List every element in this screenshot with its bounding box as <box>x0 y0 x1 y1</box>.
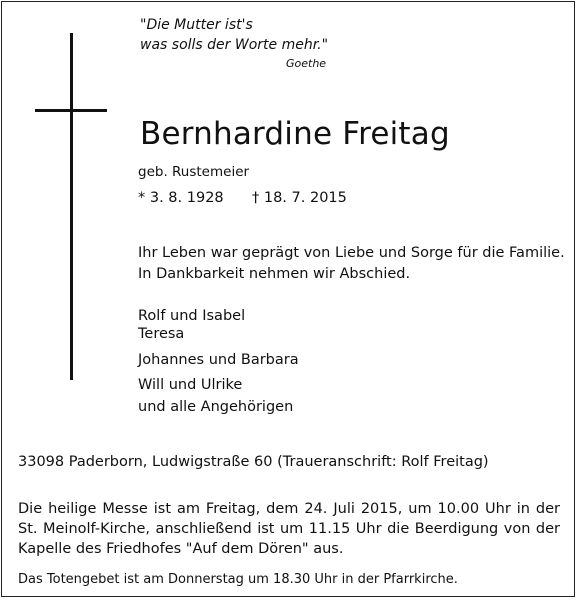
death-date: † 18. 7. 2015 <box>252 190 347 206</box>
service-line-1: Die heilige Messe ist am Freitag, dem 24. Juli 2015, um 10.00 Uhr in der <box>18 501 560 517</box>
message-line-2: In Dankbarkeit nehmen wir Abschied. <box>138 266 411 282</box>
family-member: Rolf und Isabel <box>138 308 246 324</box>
family-member: Johannes und Barbara <box>138 352 299 368</box>
family-member: und alle Angehörigen <box>138 399 294 415</box>
deceased-name: Bernhardine Freitag <box>140 116 450 152</box>
service-line-3: Kapelle des Friedhofes "Auf dem Dören" aus. <box>18 541 344 557</box>
quote-line-1: "Die Mutter ist's <box>140 17 253 33</box>
birth-date: * 3. 8. 1928 <box>138 190 224 206</box>
quote-author: Goethe <box>286 57 327 70</box>
service-line-2: St. Meinolf-Kirche, anschließend ist um 11.15 Uhr die Beerdigung von der <box>18 521 560 537</box>
message-line-1: Ihr Leben war geprägt von Liebe und Sorge für die Familie. <box>138 245 565 261</box>
family-member: Teresa <box>138 326 185 342</box>
maiden-name: geb. Rustemeier <box>138 164 250 180</box>
quote-line-2: was solls der Worte mehr." <box>140 37 329 53</box>
mourning-address: 33098 Paderborn, Ludwigstraße 60 (Traueranschrift: Rolf Freitag) <box>18 454 489 470</box>
cross-vertical-icon <box>70 33 73 380</box>
prayer-notice: Das Totengebet ist am Donnerstag um 18.30 Uhr in der Pfarrkirche. <box>18 572 458 587</box>
cross-horizontal-icon <box>35 109 107 112</box>
service-paragraph <box>18 499 560 559</box>
family-member: Will und Ulrike <box>138 377 243 393</box>
